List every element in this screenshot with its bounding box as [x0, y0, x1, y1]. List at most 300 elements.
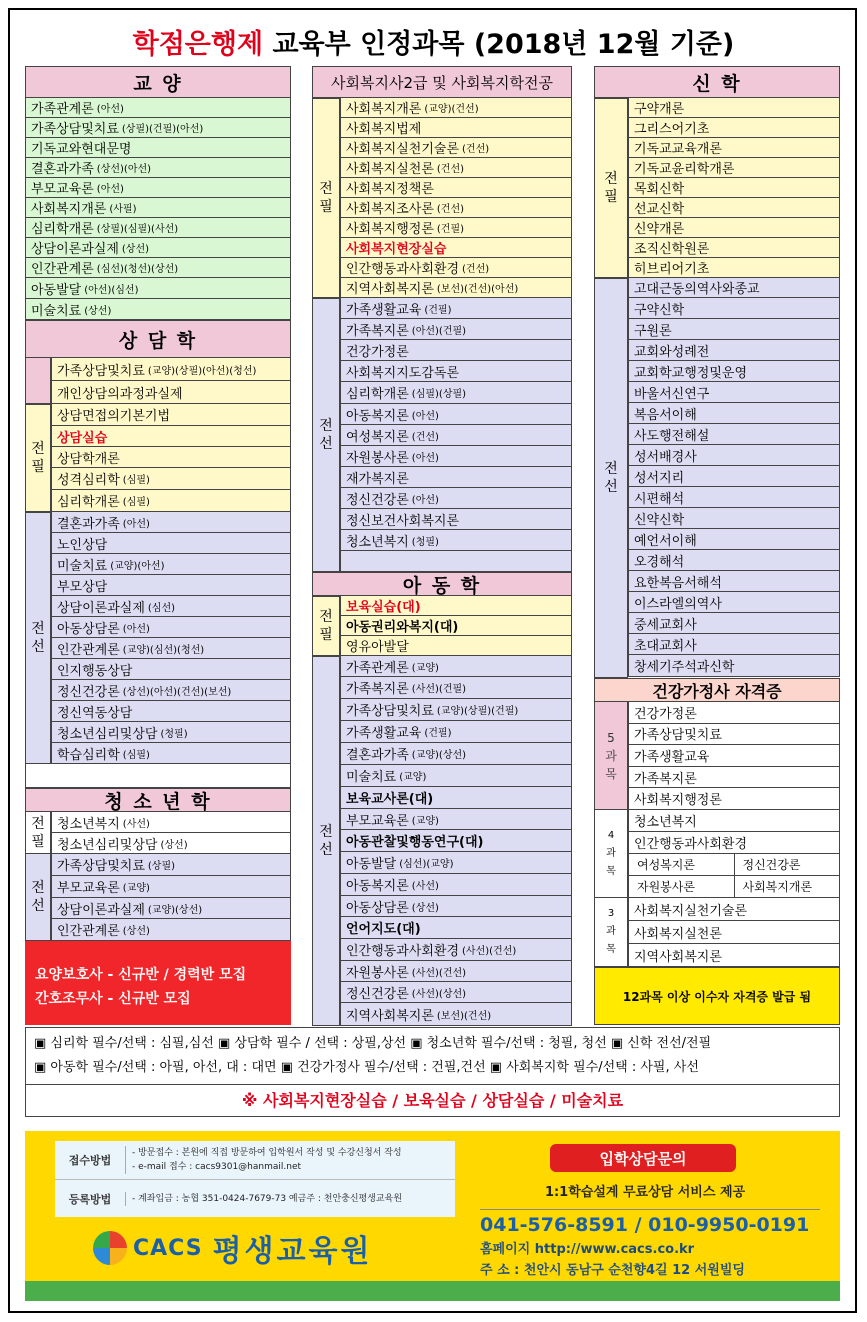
sabok-pil-label: 전필: [312, 98, 340, 298]
course-tags: (교양): [122, 883, 150, 894]
course-tags: (아선): [411, 494, 439, 506]
course-name: 결혼과가족: [31, 162, 94, 177]
course-name: 상담이론과실제: [31, 242, 119, 257]
course-tags: (심필)(상필): [411, 389, 467, 400]
reg-line: - 계좌입금 : 농협 351-0424-7679-73 예금주 : 천안충신평생교육원: [125, 1192, 402, 1206]
course-name: 가족상담및치료: [57, 363, 145, 379]
course-item: [340, 656, 572, 677]
course-tags: (건선): [462, 264, 490, 275]
course-item: [628, 571, 840, 592]
sangdam-header: 상 담 학: [25, 320, 291, 358]
course-tags: (상선)(아선): [96, 164, 152, 175]
sinhak-sun-label: 전선: [594, 278, 628, 678]
course-name: 결혼과가족: [57, 516, 120, 532]
course-item: [340, 809, 572, 830]
title-rest: 교육부 인정과목 (2018년 12월 기준): [263, 29, 735, 60]
course-item: [51, 426, 291, 447]
course-item: [25, 178, 291, 198]
cheong-header: 청 소 년 학: [25, 788, 291, 812]
course-item: [51, 638, 291, 659]
gyoyang-list: [25, 98, 291, 320]
course-item: [340, 765, 572, 787]
course-name: 언어지도(대): [346, 922, 421, 937]
course-name: 가족복지론: [346, 323, 409, 339]
gyoyang-header: 교 양: [25, 66, 291, 98]
apply-line-2[interactable]: - e-mail 접수 : cacs9301@hanmail.net: [132, 1162, 302, 1172]
course-tags: (상선): [411, 902, 439, 914]
blank-row: [25, 764, 291, 788]
course-tags: (교양)(상선): [411, 750, 467, 761]
course-tags: (심선)(청선)(상선): [96, 264, 179, 275]
course-item: [628, 198, 840, 218]
course-name: 부모교육론: [57, 881, 120, 896]
g3-list: [628, 898, 840, 967]
sinhak-pil-label: 전필: [594, 98, 628, 278]
sinhak-header: 신 학: [594, 66, 840, 98]
cacs-logo-icon: [93, 1231, 127, 1265]
recruit-line-1: 요양보호사 - 신규반 / 경력반 모집: [35, 967, 247, 983]
course-item: [628, 634, 840, 655]
course-tags: (아선): [96, 184, 124, 195]
course-item: [51, 919, 291, 941]
course-name: 사회복지현장실습: [346, 242, 447, 257]
course-item: [628, 613, 840, 634]
g3-label: 3과목: [594, 898, 628, 967]
adong-pil-label: 전필: [312, 596, 340, 656]
course-name: 아동권리와복지(대): [346, 620, 459, 635]
course-item: [340, 118, 572, 138]
course-item: [628, 767, 840, 789]
course-name: 학습심리학: [57, 747, 120, 763]
recruit-banner: [25, 941, 291, 1025]
course-item: [51, 722, 291, 743]
course-name: 정신보건사회복지론: [346, 513, 460, 529]
practicum-note: ※ 사회복지현장실습 / 보육실습 / 상담실습 / 미술치료: [25, 1085, 840, 1117]
application-info: [55, 1141, 455, 1217]
course-pair-row: [628, 876, 840, 898]
course-name: 상담이론과실제: [57, 902, 145, 918]
course-item: [340, 787, 572, 809]
course-name: 아동발달: [346, 857, 397, 872]
course-tags: (심선)(교양): [399, 859, 454, 870]
course-tags: (상필)(심필)(사선): [96, 224, 179, 235]
course-item: [340, 636, 572, 656]
course-item: [340, 551, 572, 572]
course-tags: (아선): [122, 623, 150, 635]
course-name: 정신건강론: [57, 684, 120, 700]
sangdam-pil-label: 전필: [25, 404, 51, 512]
g5-list: [628, 702, 840, 810]
course-name: 중세교회사: [634, 617, 697, 633]
course-name: 사회복지행정론: [634, 793, 722, 809]
course-name: 부모교육론: [346, 813, 409, 829]
course-item: [340, 896, 572, 917]
page-title: [0, 22, 867, 61]
course-item: [628, 810, 840, 832]
course-item: [340, 258, 572, 278]
course-name: 가족상담및치료: [31, 122, 119, 137]
course-name: 사도행전해설: [634, 428, 710, 444]
course-name: 기독교와현대문명: [31, 142, 132, 157]
course-tags: (아선): [122, 518, 150, 530]
course-name: 지역사회복지론: [346, 1008, 434, 1024]
course-item: [51, 512, 291, 533]
course-name: 구약신학: [634, 302, 685, 318]
course-item: [628, 655, 840, 677]
course-item: [51, 447, 291, 468]
course-tags: (상필)(건필)(아선): [121, 124, 204, 135]
course-tags: (교양)(아선): [110, 560, 165, 572]
website-link[interactable]: 홈페이지 http://www.cacs.co.kr: [480, 1242, 695, 1257]
course-name: 영유아발달: [346, 640, 409, 655]
course-item: [628, 158, 840, 178]
course-tags: (사선): [411, 881, 439, 892]
course-name: 사회복지개론: [31, 202, 107, 217]
course-tags: (아선): [411, 452, 439, 464]
course-item: [51, 575, 291, 596]
course-tags: (건필): [436, 224, 465, 235]
course-name: 지역사회복지론: [634, 949, 722, 965]
course-item: [340, 509, 572, 530]
course-tags: (심필): [122, 475, 150, 486]
course-name: 정신건강론: [742, 858, 801, 872]
course-name: 지역사회복지론: [346, 282, 434, 297]
course-item: [340, 98, 572, 118]
course-name: 상담실습: [57, 430, 108, 446]
course-name: 미술치료: [57, 558, 108, 574]
course-tags: (사선)(건필): [411, 684, 467, 695]
course-tags: (교양): [411, 815, 439, 827]
course-name: 요한복음서해석: [634, 575, 722, 591]
course-item: [340, 982, 572, 1003]
sabok-pil-list: [340, 98, 572, 298]
course-name: 그리스어기초: [634, 122, 710, 137]
course-name: 아동발달: [31, 282, 82, 298]
course-name: 아동관찰및행동연구(대): [346, 835, 484, 850]
course-tags: (상선): [84, 305, 112, 317]
course-tags: (건선): [436, 204, 465, 215]
course-name: 목회신학: [634, 182, 685, 197]
course-name: 건강가정론: [634, 706, 697, 722]
course-item: [25, 158, 291, 178]
course-item: [340, 530, 572, 551]
course-name: 가족복지론: [346, 682, 409, 697]
course-name: 사회복지정책론: [346, 182, 434, 197]
course-name: 성서지리: [634, 470, 685, 486]
course-tags: (사선): [122, 818, 150, 830]
course-item: [628, 258, 840, 278]
apply-label: 접수방법: [68, 1154, 112, 1167]
course-name: 성격심리학: [57, 473, 120, 488]
course-item: [25, 238, 291, 258]
course-item: [340, 198, 572, 218]
adong-pil-list: [340, 596, 572, 656]
course-item: [340, 677, 572, 699]
course-name: 가족상담및치료: [634, 728, 722, 744]
course-tags: (사선)(건선): [411, 967, 467, 979]
course-name: 인지행동상담: [57, 663, 133, 679]
course-name: 기독교윤리학개론: [634, 162, 735, 177]
course-item: [51, 854, 291, 876]
course-tags: (사선)(건선): [462, 946, 517, 957]
g4-list: [628, 810, 840, 898]
course-name: 보육교사론(대): [346, 792, 434, 807]
course-item: [628, 745, 840, 767]
course-tags: (건선): [436, 164, 465, 175]
course-pair-row: [628, 854, 840, 876]
course-item: [628, 445, 840, 466]
course-item: [340, 178, 572, 198]
course-item: [51, 596, 291, 617]
course-tags: (교양)(상필)(아선)(청선): [147, 365, 257, 377]
course-name: 신약개론: [634, 222, 685, 237]
course-name: 선교신학: [634, 202, 685, 217]
course-tags: (건선): [411, 431, 439, 443]
course-item: [628, 921, 840, 944]
course-tags: (건필): [424, 304, 452, 316]
sabok-header: 사회복지사2급 및 사회복지학전공: [312, 66, 572, 98]
logo-text: CACS: [133, 1235, 203, 1261]
course-item: [51, 898, 291, 919]
course-tags: (아선): [96, 104, 124, 115]
sangdam-pil-list: [51, 404, 291, 512]
course-item: [628, 702, 840, 724]
course-tags: (교양): [411, 662, 439, 674]
course-name: 자원봉사론: [346, 965, 409, 981]
course-item: [340, 340, 572, 361]
course-name: 고대근동의역사와종교: [634, 282, 760, 297]
course-name: 기독교교육개론: [634, 142, 722, 157]
course-item: [628, 118, 840, 138]
course-name: 사회복지행정론: [346, 222, 434, 237]
course-item: [628, 278, 840, 298]
banner-bottom-bar: [25, 1281, 840, 1301]
course-name: 인간행동과사회환경: [346, 262, 460, 277]
service-text: 1:1학습설계 무료상담 서비스 제공: [544, 1185, 746, 1200]
course-name: 복음서이해: [634, 407, 697, 423]
adong-sun-label: 전선: [312, 656, 340, 1026]
course-name: 아동상담론: [346, 900, 409, 916]
course-name: 사회복지실천론: [346, 162, 434, 177]
contact-banner: [25, 1131, 840, 1301]
course-item: [340, 298, 572, 319]
course-tags: (사필): [109, 204, 137, 215]
course-name: 상담학개론: [57, 451, 120, 467]
course-name: 건강가정론: [346, 344, 409, 360]
course-name: 자원봉사론: [346, 450, 409, 466]
course-item: [340, 138, 572, 158]
course-tags: (건필): [424, 728, 452, 739]
course-tags: (상선): [122, 926, 150, 937]
sangdam-sun-label: 전선: [25, 512, 51, 764]
course-item: [628, 340, 840, 361]
course-name: 개인상담의과정과실제: [57, 386, 183, 402]
course-name: 여성복지론: [346, 429, 409, 445]
course-item: [51, 358, 291, 381]
course-name: 정신건강론: [346, 492, 409, 508]
phone-numbers[interactable]: 041-576-8591 / 010-9950-0191: [480, 1214, 810, 1236]
course-item: [340, 699, 572, 721]
course-name: 부모교육론: [31, 182, 94, 197]
course-item: [628, 592, 840, 613]
course-name: 사회복지조사론: [346, 202, 434, 217]
course-item: [25, 118, 291, 138]
course-item: [51, 533, 291, 554]
course-name: 상담이론과실제: [57, 600, 145, 616]
course-name: 사회복지지도감독론: [346, 365, 460, 381]
course-item: [25, 138, 291, 158]
course-item: [628, 178, 840, 198]
course-item: [51, 701, 291, 722]
course-name: 가족관계론: [31, 102, 94, 117]
course-item: [51, 490, 291, 512]
sinhak-pil-list: [628, 98, 840, 278]
course-name: 바울서신연구: [634, 386, 710, 402]
course-tags: (교양)(심선)(청선): [122, 644, 205, 656]
course-name: 사회복지실천기술론: [346, 142, 460, 157]
course-tags: (심필): [122, 749, 150, 761]
course-name: 가족생활교육: [634, 749, 710, 765]
course-name: 노인상담: [57, 537, 108, 553]
sangdam-sun-list: [51, 512, 291, 764]
legend-line-2: ▣ 아동학 필수/선택 : 아필, 아선, 대 : 대면 ▣ 건강가정사 필수/선택 : 건필,건선 ▣ 사회복지학 필수/선택 : 사필, 사선: [34, 1060, 699, 1075]
course-tags: (상선)(아선)(건선)(보선): [122, 686, 232, 698]
course-name: 정신역동상담: [57, 705, 133, 721]
course-item: [25, 258, 291, 278]
course-name: 신약신학: [634, 512, 685, 528]
course-item: [628, 487, 840, 508]
course-name: 여성복지론: [629, 854, 735, 875]
course-item: [340, 961, 572, 982]
course-name: 정신건강론: [346, 986, 409, 1002]
course-name: 가족복지론: [634, 771, 697, 787]
course-item: [51, 404, 291, 426]
course-name: 시편해석: [634, 491, 685, 507]
course-name: 재가복지론: [346, 471, 409, 487]
course-item: [340, 158, 572, 178]
course-name: 결혼과가족: [346, 748, 409, 763]
course-name: 청소년복지: [346, 534, 409, 550]
course-item: [51, 876, 291, 898]
reg-label: 등록방법: [68, 1193, 112, 1206]
course-name: 가족상담및치료: [57, 859, 145, 874]
course-tags: (심필): [122, 497, 150, 508]
course-item: [340, 830, 572, 852]
course-name: 교회학교행정및운영: [634, 365, 748, 381]
course-name: 조직신학원론: [634, 242, 710, 257]
course-name: 부모상담: [57, 579, 108, 595]
course-item: [628, 319, 840, 340]
course-tags: (교양)(상선): [147, 904, 203, 916]
cacs-logo: [93, 1226, 372, 1270]
course-name: 가족상담및치료: [346, 704, 434, 719]
course-name: 청소년심리및상담: [57, 726, 158, 742]
certificate-note: 12과목 이상 이수자 자격증 발급 됨: [594, 967, 840, 1025]
course-name: 가족생활교육: [346, 302, 422, 318]
course-name: 오경해석: [634, 554, 685, 570]
course-item: [628, 424, 840, 445]
course-name: 미술치료: [31, 303, 82, 319]
course-item: [628, 361, 840, 382]
course-name: 아동복지론: [346, 408, 409, 424]
course-item: [628, 788, 840, 810]
course-tags: (교양)(상필)(건필): [436, 706, 519, 717]
course-name: 인간관계론: [57, 924, 120, 939]
address: 주 소 : 천안시 동남구 순천향4길 12 서원빌딩: [480, 1263, 745, 1278]
legend-line-1: ▣ 심리학 필수/선택 : 심필,심선 ▣ 상담학 필수 / 선택 : 상필,상선 ▣ 청소년학 필수/선택 : 청필, 청선 ▣ 신학 전선/전필: [34, 1036, 712, 1051]
course-tags: (아선): [411, 410, 439, 422]
g4-label: 4과목: [594, 810, 628, 898]
course-tags: (상선): [121, 244, 150, 255]
course-item: [340, 238, 572, 258]
course-name: 가족관계론: [346, 660, 409, 676]
course-item: [628, 138, 840, 158]
course-item: [25, 278, 291, 299]
course-name: 사회복지법제: [346, 122, 422, 137]
cheong-sun-list: [51, 854, 291, 941]
course-tags: (상선): [160, 839, 188, 851]
course-name: 인간관계론: [31, 262, 94, 277]
sabok-sun-list: [340, 298, 572, 572]
recruit-line-2: 간호조무사 - 신규반 모집: [35, 991, 191, 1007]
course-name: 인간행동과사회환경: [346, 944, 460, 959]
course-tags: (교양)(건선): [424, 104, 479, 115]
course-name: 미술치료: [346, 770, 397, 785]
course-item: [51, 381, 291, 404]
course-item: [51, 659, 291, 680]
course-name: 예언서이해: [634, 533, 697, 549]
consult-button[interactable]: 입학상담문의: [550, 1144, 736, 1172]
course-item: [51, 468, 291, 490]
course-name: 사회복지개론: [742, 880, 813, 894]
course-name: 아동상담론: [57, 621, 120, 637]
cheong-pil-list: [51, 812, 291, 854]
course-tags: (교양): [399, 772, 427, 783]
adong-header: 아 동 학: [312, 572, 572, 596]
course-item: [340, 319, 572, 340]
course-name: 가족생활교육: [346, 726, 422, 741]
course-item: [25, 218, 291, 238]
course-item: [628, 98, 840, 118]
course-name: 심리학개론: [31, 222, 94, 237]
course-tags: (보선)(건선)(아선): [436, 284, 519, 295]
contact-info: [480, 1209, 820, 1278]
course-name: 구약개론: [634, 102, 685, 117]
course-name: 이스라엘의역사: [634, 596, 722, 612]
course-item: [25, 98, 291, 118]
course-item: [25, 299, 291, 320]
course-name: 교회와성례전: [634, 344, 710, 360]
geongang-header: 건강가정사 자격증: [594, 678, 840, 702]
logo-name: 평생교육원: [212, 1234, 373, 1269]
course-name: 초대교회사: [634, 638, 697, 654]
adong-sun-list: [340, 656, 572, 1026]
course-tags: (아선)(건필): [411, 325, 467, 337]
course-item: [628, 238, 840, 258]
course-item: [340, 743, 572, 765]
course-name: 상담면접의기본기법: [57, 409, 171, 424]
course-item: [51, 617, 291, 638]
course-name: 사회복지실천론: [634, 926, 722, 942]
course-item: [340, 382, 572, 404]
course-item: [340, 278, 572, 298]
course-item: [628, 832, 840, 854]
course-tags: (아선)(심선): [84, 284, 139, 296]
legend-box: [25, 1027, 840, 1085]
course-item: [628, 508, 840, 529]
course-item: [51, 554, 291, 575]
course-item: [628, 944, 840, 967]
